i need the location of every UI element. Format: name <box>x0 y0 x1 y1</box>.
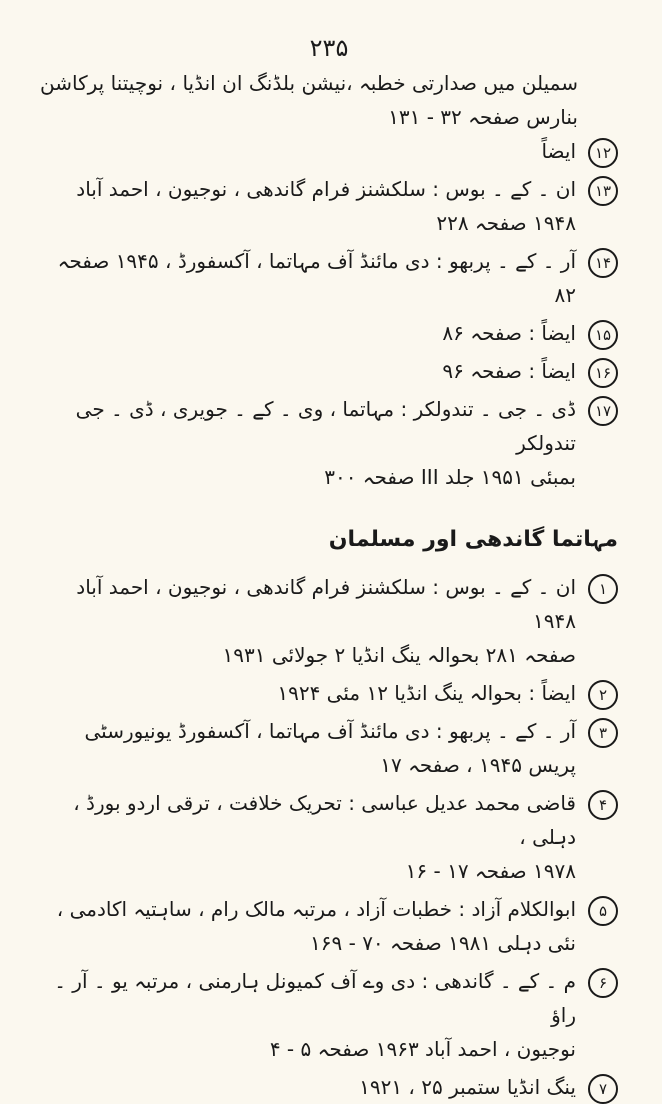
footnote-text: ایضاً <box>541 139 576 163</box>
footnote-3 <box>40 714 618 782</box>
footnote-number: ۱۷ <box>588 396 618 426</box>
footnote-5 <box>40 892 618 960</box>
footnote-6 <box>40 964 618 1066</box>
footnote-text: ایضاً : صفحہ ۹۶ <box>442 359 576 383</box>
notes-section-gandhi-and-muslims <box>40 570 618 1104</box>
footnote-number: ۴ <box>588 790 618 820</box>
footnote-4 <box>40 786 618 888</box>
footnote-text: ایضاً : بحوالہ ینگ انڈیا ۱۲ مئی ۱۹۲۴ <box>277 681 576 705</box>
notes-section-continued <box>40 66 618 506</box>
footnote-number: ۱۵ <box>588 320 618 350</box>
footnote-number: ۶ <box>588 968 618 998</box>
footnote-number: ۱۲ <box>588 138 618 168</box>
footnote-text: ابوالکلام آزاد : خطبات آزاد ، مرتبہ مالک رام ، ساہتیہ اکادمی ، نئی دہلی ۱۹۸۱ صفحہ ۷۰ - ۱۶۹ <box>56 897 576 955</box>
footnote-text: آر ۔ کے ۔ پربھو : دی مائنڈ آف مہاتما ، آکسفورڈ یونیورسٹی پریس ۱۹۴۵ ، صفحہ ۱۷ <box>84 719 576 777</box>
footnote-text: ینگ انڈیا ستمبر ۲۵ ، ۱۹۲۱ <box>359 1075 576 1099</box>
footnote-14 <box>40 244 618 312</box>
footnote-text: آر ۔ کے ۔ پربھو : دی مائنڈ آف مہاتما ، آکسفورڈ ، ۱۹۴۵ صفحہ ۸۲ <box>57 249 576 307</box>
footnote-text: ان ۔ کے ۔ بوس : سلکشنز فرام گاندھی ، نوجیون ، احمد آباد ۱۹۴۸ صفحہ ۲۲۸ <box>76 177 576 235</box>
footnote-15 <box>40 316 618 350</box>
footnote-number: ۳ <box>588 718 618 748</box>
section-heading: مہاتما گاندھی اور مسلمان <box>328 527 618 552</box>
footnote-number: ۷ <box>588 1074 618 1104</box>
footnote-2 <box>40 676 618 710</box>
footnote-text: قاضی محمد عدیل عباسی : تحریک خلافت ، ترقی اردو بورڈ ، دہلی ، ۱۹۷۸ صفحہ ۱۷ - ۱۶ <box>73 791 576 883</box>
continued-note-text: سمیلن میں صدارتی خطبہ ،نیشن بلڈنگ ان انڈیا ، نوچیتنا پرکاشن بنارس صفحہ ۳۲ - ۱۳۱ <box>40 71 578 129</box>
footnote-number: ۲ <box>588 680 618 710</box>
footnote-7 <box>40 1070 618 1104</box>
footnote-12 <box>40 134 618 168</box>
footnote-number: ۱۴ <box>588 248 618 278</box>
footnote-16 <box>40 354 618 388</box>
footnote-text: ایضاً : صفحہ ۸۶ <box>442 321 576 345</box>
footnote-text: ڈی ۔ جی ۔ تندولکر : مہاتما ، وی ۔ کے ۔ جویری ، ڈی ۔ جی تندولکر بمبئی ۱۹۵۱ جلد III صفحہ ۳۰۰ <box>75 397 576 489</box>
footnote-number: ۱۳ <box>588 176 618 206</box>
footnote-text: ان ۔ کے ۔ بوس : سلکشنز فرام گاندھی ، نوجیون ، احمد آباد ۱۹۴۸ صفحہ ۲۸۱ بحوالہ ینگ انڈیا ۲ جولائی ۱۹۳۱ <box>76 575 576 667</box>
footnote-13 <box>40 172 618 240</box>
page-number: ۲۳۵ <box>309 34 349 62</box>
footnote-17 <box>40 392 618 494</box>
footnote-number: ۱ <box>588 574 618 604</box>
footnote-number: ۱۶ <box>588 358 618 388</box>
footnote-text: م ۔ کے ۔ گاندھی : دی وے آف کمیونل ہارمنی ، مرتبہ یو ۔ آر ۔ راؤ نوجیون ، احمد آباد ۱۹۶۳ صفحہ ۵ - ۴ <box>54 969 576 1061</box>
footnote-1 <box>40 570 618 672</box>
footnote-number: ۵ <box>588 896 618 926</box>
